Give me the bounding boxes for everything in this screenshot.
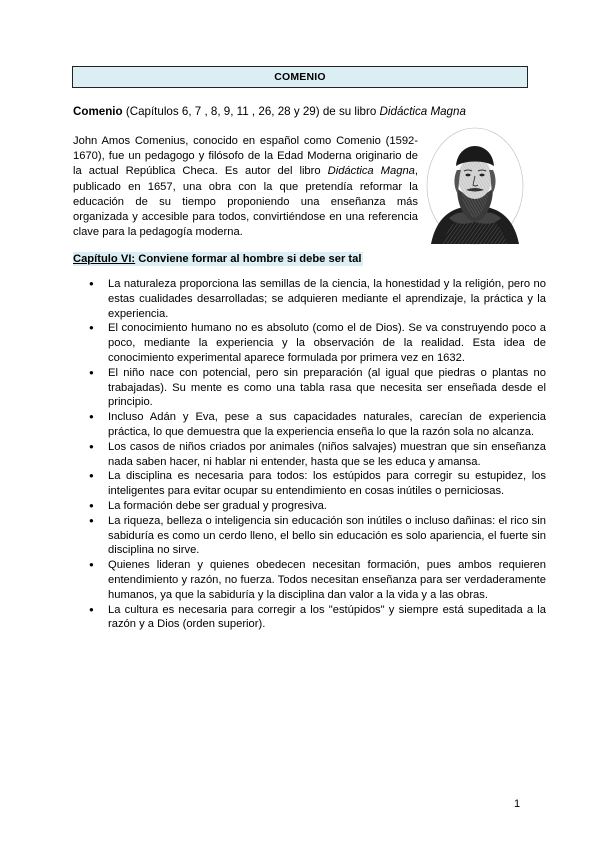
chapter-label: Capítulo VI: bbox=[73, 253, 136, 265]
portrait-engraving-icon bbox=[423, 126, 526, 246]
list-item: ● Quienes lideran y quienes obedecen necesitan formación, pues ambos requieren entendimiento y razón, no fuerza. Todos necesitan enseñanza para ser verdaderamente humanos, ya que la sabiduría y la disciplina dan valor a la vida y a las obras. bbox=[108, 558, 546, 602]
intro-book: Didáctica Magna bbox=[327, 165, 415, 178]
intro-text-2: , publicado en 1657, una obra con la que pretendía reformar la educación de su tiempo proponiendo una enseñanza más organizada y accesible para todos, convirtiéndose en una referencia clave para la pedagogía moderna. bbox=[73, 165, 418, 239]
subtitle-line bbox=[73, 105, 527, 120]
list-item: ● La disciplina es necesaria para todos: los estúpidos para corregir su estupidez, los inteligentes para evitar ocupar su entendimiento en cosas inútiles o perniciosas. bbox=[108, 469, 546, 499]
subtitle-chapters: (Capítulos 6, 7 , 8, 9, 11 , 26, 28 y 29) de su libro bbox=[122, 105, 380, 118]
chapter-points-list bbox=[88, 277, 546, 632]
list-item: ● La riqueza, belleza o inteligencia sin educación son inútiles o incluso dañinas: el rico sin sabiduría es como un cerdo lleno, el bello sin educación es solo apariencia, el fuerte sin disciplina no sirve. bbox=[108, 514, 546, 558]
intro-paragraph bbox=[73, 134, 418, 240]
chapter-heading bbox=[73, 252, 527, 267]
list-item: ● La cultura es necesaria para corregir a los "estúpidos" y siempre está supeditada a la razón y a Dios (orden superior). bbox=[108, 603, 546, 633]
list-item: ● La naturaleza proporciona las semillas de la ciencia, la honestidad y la religión, pero no estas cualidades desarrolladas; se adquieren mediante el aprendizaje, la práctica y la experiencia. bbox=[108, 277, 546, 321]
list-item: ● El niño nace con potencial, pero sin preparación (al igual que piedras o plantas no trabajadas). Su mente es como una tabla rasa que necesita ser enseñada desde el principio. bbox=[108, 366, 546, 410]
list-item: ● El conocimiento humano no es absoluto (como el de Dios). Se va construyendo poco a poco, mediante la experiencia y la observación de la realidad. Esta idea de conocimiento experimental aparece formulada por primera vez en 1632. bbox=[108, 321, 546, 365]
subtitle-book: Didáctica Magna bbox=[379, 105, 466, 118]
subtitle-author: Comenio bbox=[73, 105, 123, 118]
intro-text-1: John Amos Comenius, conocido en español como Comenio (1592-1670), fue un pedagogo y filósofo de la Edad Moderna originario de la actual República Checa. Es autor del libro bbox=[73, 135, 418, 178]
chapter-title: Conviene formar al hombre si debe ser tal bbox=[135, 253, 362, 265]
page-number: 1 bbox=[514, 798, 521, 810]
document-title: COMENIO bbox=[274, 70, 326, 83]
list-item: ● Los casos de niños criados por animales (niños salvajes) muestran que sin enseñanza nada saben hacer, ni hablar ni entender, hasta que se les educa y amansa. bbox=[108, 440, 546, 470]
document-title-box bbox=[72, 66, 528, 88]
list-item: ● La formación debe ser gradual y progresiva. bbox=[108, 499, 546, 514]
list-item: ● Incluso Adán y Eva, pese a sus capacidades naturales, carecían de experiencia práctica, lo que demuestra que la experiencia enseña lo que la razón sola no alcanza. bbox=[108, 410, 546, 440]
